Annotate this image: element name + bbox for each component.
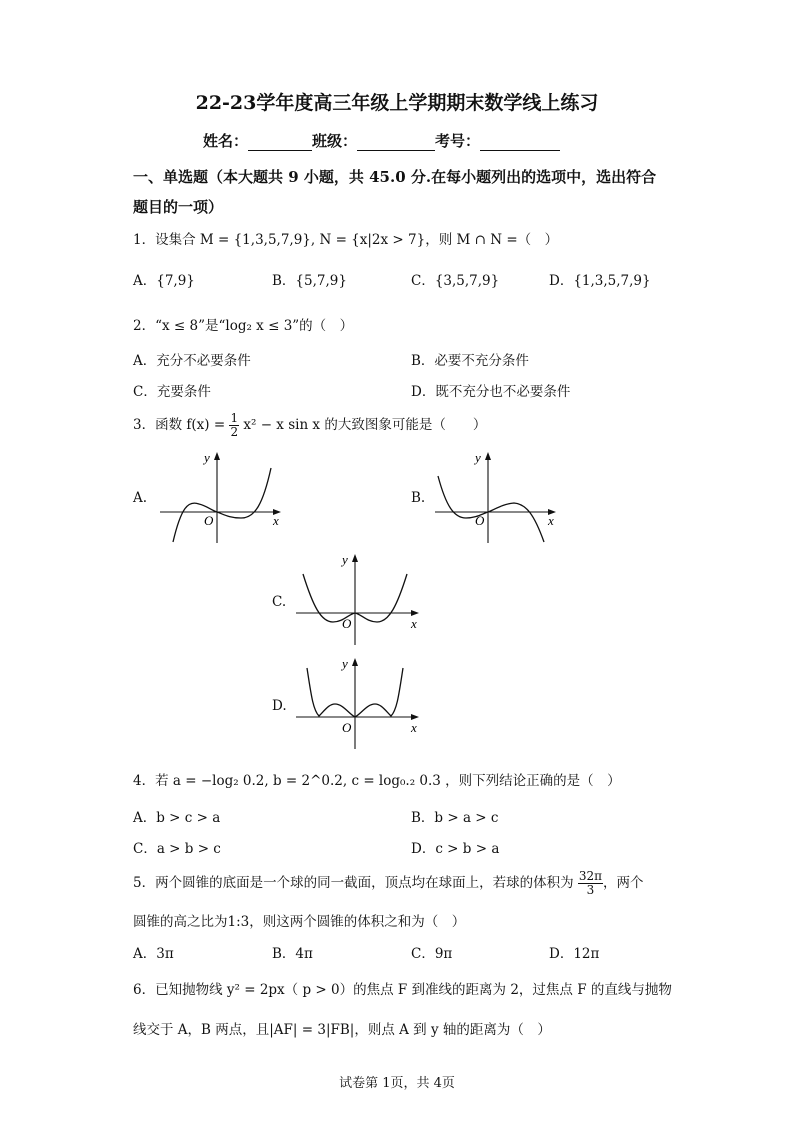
question-2-option-d[interactable]: D．既不充分也不必要条件 bbox=[411, 384, 571, 400]
y-axis-label: y bbox=[475, 450, 481, 465]
question-5-line-1-text: 5．两个圆锥的底面是一个球的同一截面，顶点均在球面上，若球的体积为 bbox=[133, 875, 574, 891]
x-axis-label: x bbox=[411, 616, 417, 631]
question-5-line-2: 圆锥的高之比为1:3，则这两个圆锥的体积之和为（ ） bbox=[133, 914, 466, 930]
question-3-option-b[interactable]: B. bbox=[411, 490, 426, 506]
x-axis-label: x bbox=[273, 513, 279, 528]
question-1-option-a[interactable]: A．{7,9} bbox=[133, 273, 195, 289]
question-5-option-b[interactable]: B．4π bbox=[272, 946, 313, 962]
x-axis-label: x bbox=[548, 513, 554, 528]
y-axis-label: y bbox=[342, 656, 348, 671]
question-3-graph-d bbox=[293, 654, 428, 752]
question-4-option-d[interactable]: D．c > b > a bbox=[411, 841, 500, 857]
question-6-line-2: 线交于 A，B 两点，且|AF| = 3|FB|，则点 A 到 y 轴的距离为（ ） bbox=[133, 1022, 551, 1038]
question-3-option-d[interactable]: D. bbox=[272, 698, 287, 714]
question-3-option-a[interactable]: A. bbox=[133, 490, 148, 506]
question-5-line-1-tail: ，两个 bbox=[603, 875, 644, 891]
x-axis-label: x bbox=[411, 720, 417, 735]
origin-label: O bbox=[342, 616, 352, 631]
question-1-option-d[interactable]: D．{1,3,5,7,9} bbox=[549, 273, 651, 289]
question-4-stem: 4．若 a = −log₂ 0.2, b = 2^0.2, c = log₀.₂ 0.3 ，则下列结论正确的是（ ） bbox=[133, 773, 621, 789]
name-field[interactable] bbox=[248, 134, 312, 151]
y-axis-arrow bbox=[352, 658, 358, 666]
question-4-option-c[interactable]: C．a > b > c bbox=[133, 841, 221, 857]
page-footer: 试卷第 1页，共 4页 bbox=[339, 1076, 455, 1091]
y-axis-arrow bbox=[352, 554, 358, 562]
sphere-volume-fraction bbox=[578, 870, 603, 897]
question-3-option-c[interactable]: C. bbox=[272, 594, 287, 610]
question-4-option-b[interactable]: B．b > a > c bbox=[411, 810, 499, 826]
question-1-stem: 1．设集合 M = {1,3,5,7,9}, N = {x|2x > 7}，则 M ∩ N =（ ） bbox=[133, 232, 559, 248]
question-5-option-d[interactable]: D．12π bbox=[549, 946, 600, 962]
question-3-graph-c bbox=[293, 550, 428, 648]
question-2-option-a[interactable]: A．充分不必要条件 bbox=[133, 353, 251, 369]
origin-label: O bbox=[342, 720, 352, 735]
class-label: 班级： bbox=[312, 132, 358, 150]
question-3-stem bbox=[133, 412, 486, 439]
half-fraction-denominator: 2 bbox=[230, 425, 239, 439]
sphere-volume-denominator: 3 bbox=[586, 883, 595, 897]
question-3-graph-b bbox=[430, 448, 565, 546]
page-title: 22-23学年度高三年级上学期期末数学线上练习 bbox=[195, 92, 599, 114]
question-4-option-a[interactable]: A．b > c > a bbox=[133, 810, 221, 826]
exam-number-field[interactable] bbox=[480, 134, 560, 151]
question-2-option-c[interactable]: C．充要条件 bbox=[133, 384, 211, 400]
section-heading: 一、单选题（本大题共 9 小题，共 45.0 分.在每小题列出的选项中，选出符合题目的一项） bbox=[133, 168, 657, 216]
y-axis-arrow bbox=[214, 452, 220, 460]
student-info-line bbox=[203, 130, 560, 151]
question-3-graph-a bbox=[155, 448, 290, 546]
question-5-line-1 bbox=[133, 870, 644, 897]
question-6-line-1: 6．已知抛物线 y² = 2px（ p > 0）的焦点 F 到准线的距离为 2，过焦点 F 的直线与抛物 bbox=[133, 982, 672, 998]
y-axis-arrow bbox=[485, 452, 491, 460]
question-1-option-c[interactable]: C．{3,5,7,9} bbox=[411, 273, 500, 289]
question-2-option-b[interactable]: B．必要不充分条件 bbox=[411, 353, 529, 369]
name-label: 姓名： bbox=[203, 132, 249, 150]
curve bbox=[438, 476, 544, 542]
question-5-option-a[interactable]: A．3π bbox=[133, 946, 174, 962]
class-field[interactable] bbox=[357, 134, 435, 151]
origin-label: O bbox=[475, 513, 485, 528]
y-axis-label: y bbox=[204, 450, 210, 465]
question-3-stem-prefix: 3．函数 f(x) = bbox=[133, 417, 226, 433]
question-1-option-b[interactable]: B．{5,7,9} bbox=[272, 273, 347, 289]
exam-number-label: 考号： bbox=[435, 132, 481, 150]
y-axis-label: y bbox=[342, 552, 348, 567]
curve bbox=[173, 468, 271, 542]
question-5-option-c[interactable]: C．9π bbox=[411, 946, 453, 962]
half-fraction-numerator: 1 bbox=[230, 411, 239, 425]
origin-label: O bbox=[204, 513, 214, 528]
half-fraction bbox=[229, 412, 239, 439]
question-3-stem-suffix: x² − x sin x 的大致图象可能是（ ） bbox=[243, 417, 487, 433]
question-2-stem: 2．“x ≤ 8”是“log₂ x ≤ 3”的（ ） bbox=[133, 318, 354, 334]
sphere-volume-numerator: 32π bbox=[578, 869, 603, 883]
